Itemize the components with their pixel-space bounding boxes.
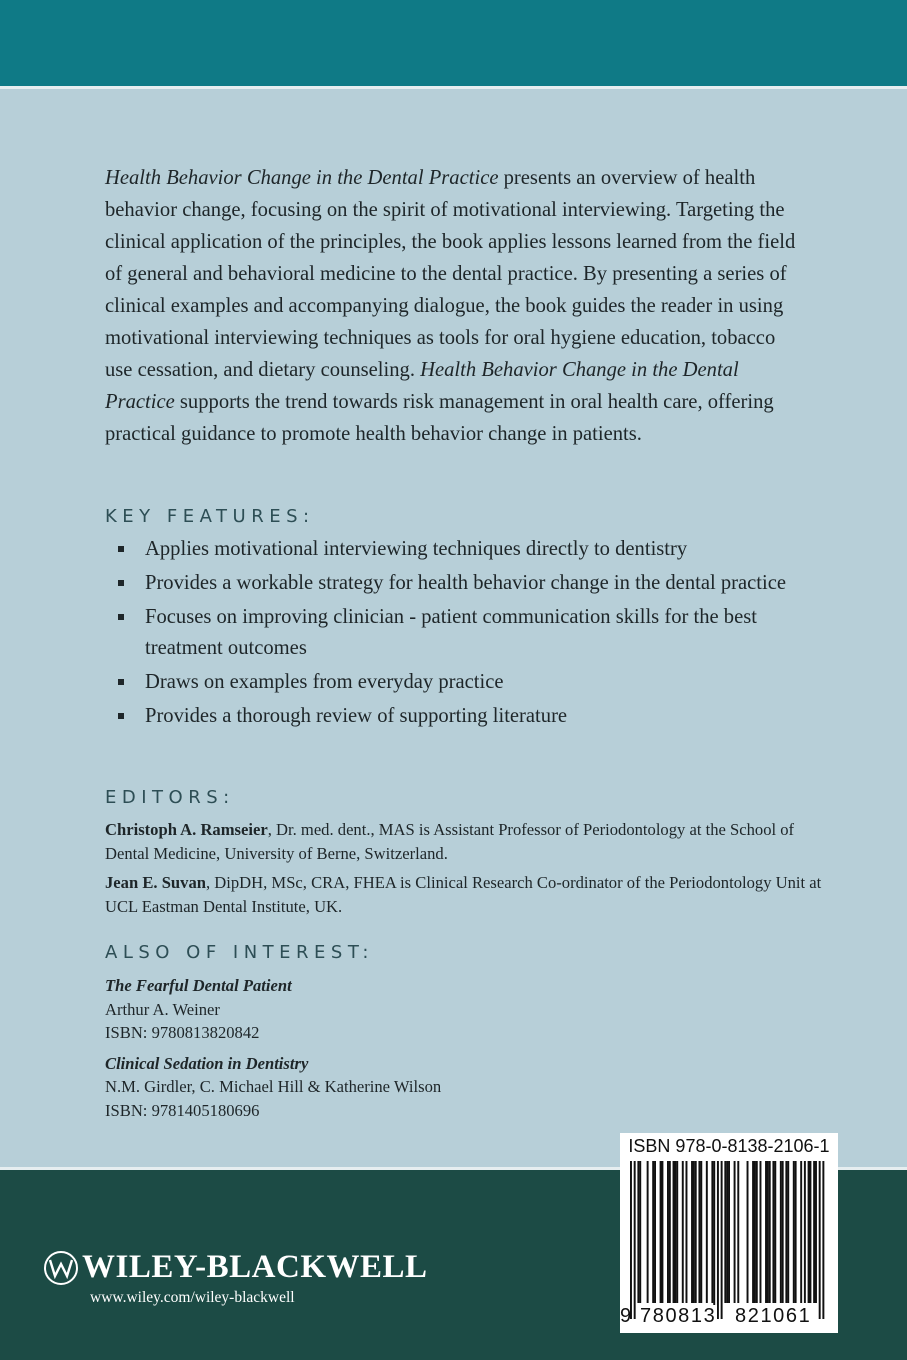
key-features-list: [118, 534, 818, 735]
feature-text: Applies motivational interviewing techniques directly to dentistry: [145, 538, 688, 560]
barcode-bar: [760, 1161, 762, 1303]
description-text-1: presents an overview of health behavior change, focusing on the spirit of motivational interviewing. Targeting the clinical application of the principles, the book applies lessons learned from the field of general and behavioral medicine to the dental practice. By presenting a series of clinical examples and accompanying dialogue, the book guides the reader in using motivational interviewing techniques as tools for oral hygiene education, tobacco use cessation, and dietary counseling.: [105, 167, 796, 381]
top-divider: [0, 86, 907, 89]
barcode-bar: [711, 1161, 713, 1303]
bullet-icon: [118, 580, 124, 586]
editor-name: Jean E. Suvan: [105, 873, 206, 892]
barcode-bar: [822, 1161, 824, 1319]
barcode-digits-left: 780813: [640, 1305, 717, 1327]
description-text-2: supports the trend towards risk management in oral health care, offering practical guidance to promote health behavior change in patients.: [105, 391, 774, 445]
bullet-icon: [118, 713, 124, 719]
barcode-bar: [698, 1161, 700, 1303]
barcode-bar: [667, 1161, 669, 1303]
barcode-bar: [652, 1161, 654, 1303]
feature-item: [118, 534, 818, 565]
barcode-bar: [724, 1161, 726, 1303]
related-book-title: Clinical Sedation in Dentistry: [105, 1053, 309, 1073]
barcode-bar: [706, 1161, 708, 1303]
barcode-bar: [676, 1161, 678, 1303]
barcode-bar: [674, 1161, 676, 1303]
barcode-bar: [772, 1161, 774, 1303]
isbn-barcode: [620, 1133, 838, 1333]
barcode-bar: [686, 1161, 688, 1303]
barcode-bar: [693, 1161, 695, 1303]
barcode-bar: [785, 1161, 787, 1303]
wiley-seal-icon: [44, 1251, 78, 1285]
barcode-bar: [765, 1161, 767, 1303]
publisher-logo: [44, 1249, 428, 1286]
barcode-bar: [695, 1161, 697, 1303]
key-features-heading: KEY FEATURES:: [105, 506, 315, 527]
barcode-bar: [756, 1161, 758, 1303]
barcode-bar: [726, 1161, 728, 1303]
related-book-authors: Arthur A. Weiner: [105, 999, 220, 1019]
barcode-bar: [700, 1161, 702, 1303]
isbn-label: ISBN 978-0-8138-2106-1: [628, 1136, 830, 1156]
barcode-bar: [734, 1161, 736, 1303]
barcode-bar: [691, 1161, 693, 1303]
also-of-interest-list: [105, 974, 705, 1129]
barcode-bar: [804, 1161, 806, 1303]
bullet-icon: [118, 546, 124, 552]
feature-text: Draws on examples from everyday practice: [145, 671, 504, 693]
barcode-bar: [673, 1161, 675, 1303]
top-color-band: [0, 0, 907, 86]
barcode-digits-right: 821061: [735, 1305, 812, 1327]
wiley-seal-glyph-icon: [49, 1257, 73, 1279]
related-book-title: The Fearful Dental Patient: [105, 976, 292, 995]
book-title-italic-2: Health Behavior Change in the Dental Practice: [105, 359, 739, 413]
barcode-bar: [819, 1161, 821, 1319]
barcode-bar: [634, 1161, 636, 1319]
barcode-bar: [747, 1161, 749, 1303]
barcode-bar: [721, 1161, 723, 1319]
barcode-bar: [737, 1161, 739, 1303]
barcode-bar: [813, 1161, 815, 1303]
feature-item: [118, 568, 818, 599]
barcode-bar: [713, 1161, 715, 1319]
barcode-bar: [767, 1161, 769, 1303]
barcode-bar: [630, 1161, 632, 1319]
related-book: [105, 974, 705, 1045]
barcode-bar: [769, 1161, 771, 1303]
editor-entry: [105, 871, 825, 919]
barcode-bar: [661, 1161, 663, 1303]
book-description: [105, 162, 805, 450]
barcode-bar: [782, 1161, 784, 1303]
related-book-isbn: ISBN: 9781405180696: [105, 1100, 260, 1120]
feature-text: Focuses on improving clinician - patient communication skills for the best treatment outcomes: [145, 606, 757, 659]
barcode-bar: [774, 1161, 776, 1303]
barcode-bar: [780, 1161, 782, 1303]
feature-text: Provides a workable strategy for health behavior change in the dental practice: [145, 572, 787, 594]
editors-list: [105, 818, 825, 924]
related-book-authors: N.M. Girdler, C. Michael Hill & Katherine Wilson: [105, 1077, 442, 1096]
barcode-bar: [660, 1161, 662, 1303]
related-book-isbn: ISBN: 9780813820842: [105, 1023, 260, 1042]
bullet-icon: [118, 679, 124, 685]
publisher-url[interactable]: www.wiley.com/wiley-blackwell: [90, 1289, 295, 1306]
barcode-bar: [754, 1161, 756, 1303]
editor-entry: [105, 818, 825, 866]
feature-text: Provides a thorough review of supporting literature: [145, 705, 568, 727]
barcode-bar: [682, 1161, 684, 1303]
barcode-bar: [793, 1161, 795, 1303]
editor-name: Christoph A. Ramseier: [105, 820, 268, 839]
barcode-bars: [630, 1161, 830, 1326]
barcode-bar: [639, 1161, 641, 1303]
barcode-bar: [728, 1161, 730, 1303]
barcode-bar: [637, 1161, 639, 1303]
barcode-bar: [717, 1161, 719, 1319]
editors-heading: EDITORS:: [105, 787, 235, 808]
barcode-bar: [647, 1161, 649, 1303]
description-paragraph: [105, 162, 805, 450]
editor-bio: , DipDH, MSc, CRA, FHEA is Clinical Research Co-ordinator of the Periodontology Unit at UCL Eastman Dental Institute, UK.: [105, 873, 822, 916]
barcode-bar: [808, 1161, 810, 1303]
barcode-bar: [795, 1161, 797, 1303]
barcode-bar: [815, 1161, 817, 1303]
barcode-bar: [654, 1161, 656, 1303]
barcode-bar: [809, 1161, 811, 1303]
related-book: [105, 1052, 705, 1123]
feature-item: [118, 701, 818, 732]
barcode-digit-first: 9: [620, 1305, 632, 1327]
publisher-name: WILEY-BLACKWELL: [82, 1249, 428, 1285]
barcode-bar: [752, 1161, 754, 1303]
barcode-bar: [787, 1161, 789, 1303]
barcode-bar: [669, 1161, 671, 1303]
editor-bio: , Dr. med. dent., MAS is Assistant Professor of Periodontology at the School of Dental Medicine, University of Berne, Switzerland.: [105, 820, 795, 863]
bullet-icon: [118, 614, 124, 620]
book-title-italic: Health Behavior Change in the Dental Practice: [105, 167, 499, 189]
also-of-interest-heading: ALSO OF INTEREST:: [105, 942, 374, 963]
feature-item: [118, 602, 818, 664]
feature-item: [118, 667, 818, 698]
barcode-bar: [800, 1161, 802, 1303]
